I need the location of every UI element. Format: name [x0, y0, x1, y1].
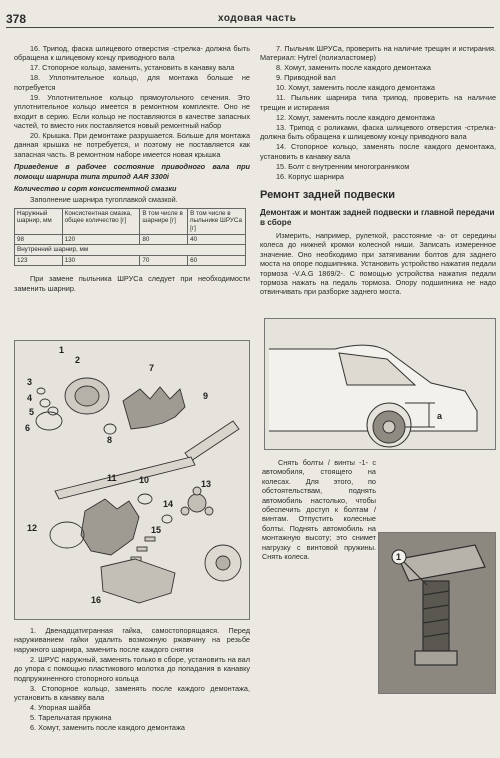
callout-label: 14	[163, 499, 174, 509]
right-column	[260, 44, 496, 297]
nut-1-shape	[37, 388, 45, 394]
table-cell: 123	[15, 255, 63, 266]
caption-item: 2. ШРУС наружный, заменять только в сборе, установить на вал до упора с помощью пластикового молотка до попадания в канавку подпружиненного стопорного кольца	[14, 654, 250, 683]
rear-axle-paragraph: Измерить, например, рулеткой, расстояние -а- от середины колеса до нижней кромки колесной ниши. Записать измеренное значение. Оно необходимо при затягивании болтов для заднего моста на опоре подшипника. Установить устройство нажатия педали тормоза -V.A.G 1869/2-. С помощью устройства нажатия педали тормоза нажать на педаль тормоза. Опору подшипника не надо отвинчивать при разборке заднего моста.	[260, 231, 496, 297]
remove-bolts-paragraph: Снять болты / винты -1- с автомобиля, стоящего на колесах. Для этого, по обстоятельствам, поднять автомобиль настолько, чтобы обеспечить доступ к болтам /винтам. Отпустить колесные болты. Поднять автомобиль на монтажную высоту; это снимет нагрузку с винтовой пружины. Снять колеса.	[262, 458, 376, 562]
cv-joint-inner-shape	[75, 386, 99, 406]
right-list-item: 7. Пыльник ШРУСа, проверить на наличие трещин и истирания. Материал: Hytrel (полиэластомер)	[260, 44, 496, 63]
ring-14-shape	[162, 515, 172, 523]
callout-label: 2	[75, 355, 81, 365]
callout-label: 10	[139, 475, 150, 485]
ring-3-shape	[40, 399, 50, 407]
left-column	[14, 44, 250, 294]
subsection-title: Демонтаж и монтаж задней подвески и главной передачи в сборе	[260, 208, 495, 228]
clamp-8-shape	[104, 424, 116, 434]
dimension-label-a: a	[437, 411, 443, 421]
spring-drawing	[379, 533, 495, 693]
table-header-cell: В том числе в пыльнике ШРУСа [г]	[188, 208, 246, 234]
spring-seat-shape	[415, 651, 457, 665]
boot-outer-shape	[123, 387, 185, 429]
shaft-end-shape	[185, 421, 239, 461]
callout-label: 13	[201, 479, 212, 489]
clamp-6-shape	[36, 412, 62, 430]
caption-item: 4. Упорная шайба	[30, 703, 91, 713]
table-header-row	[15, 208, 246, 234]
right-list-item: 16. Корпус шарнира	[276, 171, 344, 181]
right-list-item: 13. Трипод с роликами, фаска шлицевого отверстия -стрелка- должна быть обращена к шлицевому концу приводного вала	[260, 122, 496, 142]
callout-label: 6	[25, 423, 31, 433]
table-header-cell: В том числе в шарнире [г]	[140, 208, 188, 234]
callout-label: 7	[149, 363, 155, 373]
washer-4-shape	[48, 407, 58, 415]
table-intro: Заполнение шарнира тугоплавкой смазкой.	[30, 195, 178, 205]
driveshaft-drawing	[15, 341, 249, 619]
boot-11-shape	[81, 499, 139, 555]
grease-table	[14, 208, 246, 267]
table-cell: 98	[15, 234, 63, 245]
callout-label: 11	[107, 473, 117, 483]
left-paragraph: 18. Уплотнительное кольцо, для монтажа больше не потребуется	[14, 73, 250, 92]
table-cell: 120	[62, 234, 140, 245]
left-paragraph: 20. Крышка. При демонтаже разрушается. Больше для монтажа данная крышка не потребуется, и поэтому не поставляется как запасная часть. В ремонтном наборе имеется новая крышка	[14, 131, 250, 159]
right-list-item: 10. Хомут, заменить после каждого демонтажа	[276, 83, 435, 93]
callout-label: 16	[91, 595, 102, 605]
after-table-text: При замене пыльника ШРУСа следует при необходимости заменить шарнир.	[14, 274, 250, 293]
right-list-item: 12. Хомут, заменить после каждого демонтажа	[276, 112, 435, 122]
left-paragraph: 16. Трипод, фаска шлицевого отверстия -стрелка- должна быть обращена к шлицевому концу приводного вала	[14, 44, 250, 63]
grease-heading: Количество и сорт консистентной смазки	[14, 184, 177, 194]
right-list-item: 14. Стопорное кольцо, заменять после каждого демонтажа, установить в канавку вала	[260, 142, 496, 161]
chapter-title: ходовая часть	[218, 13, 297, 24]
left-paragraph: 19. Уплотнительное кольцо прямоугольного сечения. Это уплотнительное кольцо имеется в ремонтном комплекте. Оно не входит в серию. Если кольцо не поставляются в качестве запасных частей, то вместо них поставляется новый ремонтный набор	[14, 92, 250, 131]
callout-label: 12	[27, 523, 38, 533]
table-row	[15, 245, 246, 256]
car-measurement-figure	[264, 318, 496, 450]
table-subheader-cell: Внутренний шарнир, мм	[15, 245, 246, 256]
roller-shape	[181, 507, 189, 515]
callout-label: 5	[29, 407, 35, 417]
table-cell: 70	[140, 255, 188, 266]
right-list-item: 9. Приводной вал	[276, 73, 336, 83]
table-cell: 130	[62, 255, 140, 266]
callout-label: 4	[27, 393, 33, 403]
housing-16-shape	[101, 559, 175, 603]
clamp-12-shape	[50, 522, 84, 548]
bolt-15-shape	[145, 537, 155, 541]
right-list-item: 8. Хомут, заменить после каждого демонтажа	[276, 63, 431, 73]
table-row	[15, 234, 246, 245]
spring-mount-figure	[378, 532, 496, 694]
callout-label: 3	[27, 377, 33, 387]
car-drawing	[265, 319, 495, 449]
tripod-13-shape	[188, 494, 206, 512]
caption-item: 1. Двенадцатигранная гайка, самостопорящаяся. Перед наруживанием гайки удалить возможную ржавчину на резьбе наружного шарнира, заменить после каждого снятия	[14, 626, 250, 654]
table-cell: 80	[140, 234, 188, 245]
roller-shape	[193, 487, 201, 495]
right-list-item: 11. Пыльник шарнира типа трипод, проверить на наличие трещин и истирания	[260, 93, 496, 112]
table-header-cell: Наружный шарнир, мм	[15, 208, 63, 234]
shaft-9-shape	[55, 457, 195, 499]
roller-shape	[205, 507, 213, 515]
table-header-cell: Консистентная смазка, общее количество [г]	[62, 208, 140, 234]
callout-label: 15	[151, 525, 162, 535]
bold-heading: Приведение в рабочее состояние приводного вала при помощи шарнира типа трипод AAR 3300i	[14, 162, 250, 181]
table-cell: 40	[188, 234, 246, 245]
clamp-10-shape	[138, 494, 152, 504]
wheel-hub-shape	[383, 421, 395, 433]
page-header	[6, 12, 494, 28]
callout-label: 1	[396, 552, 402, 562]
page-number: 378	[6, 12, 27, 26]
driveshaft-exploded-figure	[14, 340, 250, 620]
inset-hub-shape	[216, 556, 230, 570]
caption-item: 3. Стопорное кольцо, заменять после каждого демонтажа, установить в канавку вала	[14, 683, 250, 703]
right-list-item: 15. Болт с внутренним многогранником	[276, 161, 410, 171]
table-row	[15, 255, 246, 266]
callout-label: 1	[59, 345, 65, 355]
callout-label: 9	[203, 391, 209, 401]
caption-item: 5. Тарельчатая пружина	[30, 713, 112, 723]
bolt-15-shape	[137, 547, 147, 551]
left-paragraph: 17. Стопорное кольцо, заменить, установить в канавку вала	[30, 63, 235, 73]
left-caption	[14, 626, 250, 733]
callout-label: 8	[107, 435, 113, 445]
table-cell: 60	[188, 255, 246, 266]
section-title: Ремонт задней подвески	[260, 189, 396, 202]
caption-item: 6. Хомут, заменить после каждого демонтажа	[30, 723, 185, 733]
